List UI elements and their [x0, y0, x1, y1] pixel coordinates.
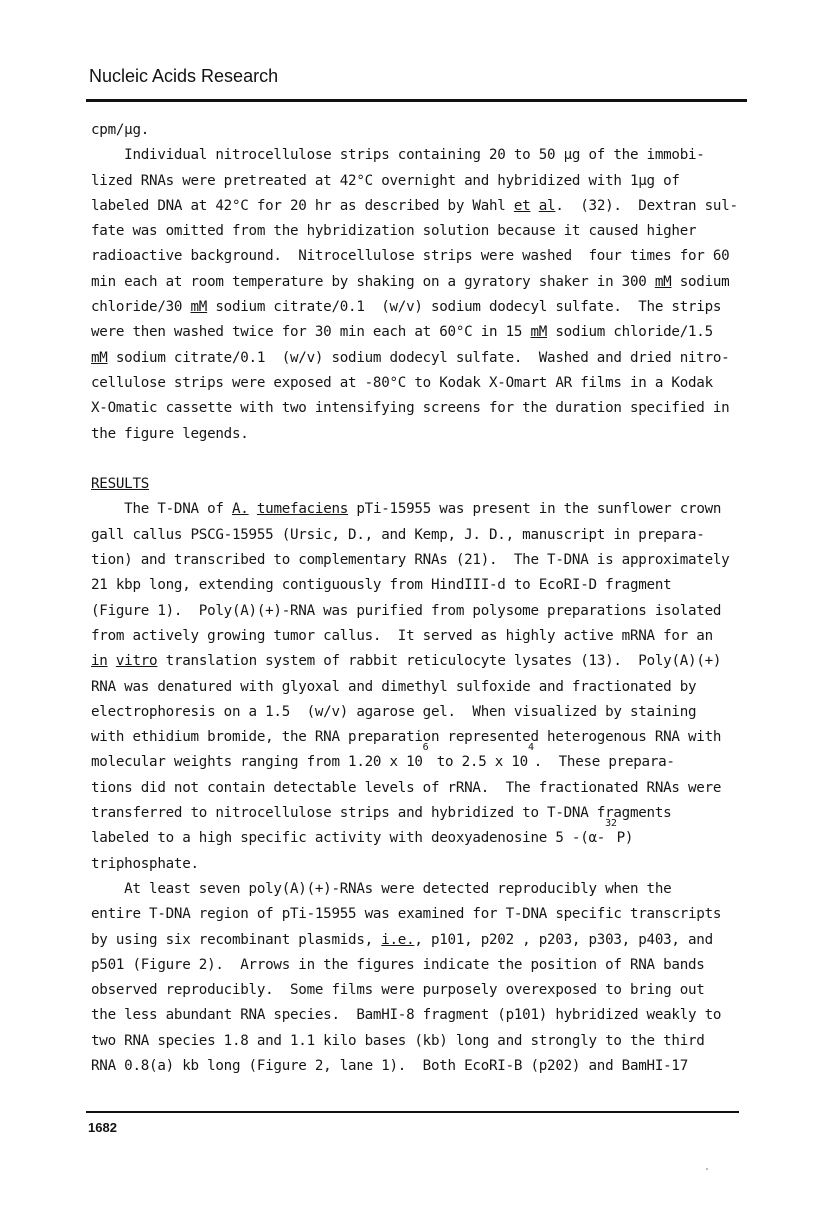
text-line: molecular weights ranging from 1.20 x $10^6$ to 2.5 x $10^4$. These prepara-	[91, 742, 675, 771]
text-line: min each at room temperature by shaking on a gyratory shaker in 300 mM sodium	[91, 273, 730, 290]
text-line: transferred to nitrocellulose strips and hybridized to T-DNA fragments	[91, 805, 672, 822]
isotope-superscript: 32	[605, 818, 617, 830]
text-line: entire T-DNA region of pTi-15955 was examined for T-DNA specific transcripts	[91, 906, 722, 923]
citation-et: et	[513, 197, 531, 214]
text-line: At least seven poly(A)(+)-RNAs were detected reproducibly when the	[91, 880, 672, 897]
text-line: fate was omitted from the hybridization solution because it caused higher	[91, 223, 697, 240]
text-line: were then washed twice for 30 min each at 60°C in 15 mM sodium chloride/1.5	[91, 324, 713, 341]
text-line: radioactive background. Nitrocellulose strips were washed four times for 60	[91, 248, 730, 265]
page-number: 1682	[88, 1120, 117, 1135]
text-line: labeled to a high specific activity with deoxyadenosine 5 -(α-$^{32}$P)	[91, 818, 634, 847]
text-line: RNA was denatured with glyoxal and dimethyl sulfoxide and fractionated by	[91, 678, 697, 695]
text-line: the figure legends.	[91, 425, 249, 442]
text-line: (Figure 1). Poly(A)(+)-RNA was purified from polysome preparations isolated	[91, 602, 722, 619]
text-line: tion) and transcribed to complementary RNAs (21). The T-DNA is approximately	[91, 552, 730, 569]
text-line: tions did not contain detectable levels of rRNA. The fractionated RNAs were	[91, 779, 722, 796]
text-line: labeled DNA at 42°C for 20 hr as described by Wahl et al. (32). Dextran sul-	[91, 197, 738, 214]
unit-mm: mM	[530, 324, 548, 341]
text-line: triphosphate.	[91, 855, 199, 872]
section-heading: RESULTS	[91, 476, 150, 493]
text-line: electrophoresis on a 1.5 (w/v) agarose gel. When visualized by staining	[91, 703, 697, 720]
exponent: 4	[527, 742, 534, 754]
species-name: tumefaciens	[256, 501, 349, 518]
text-line: chloride/30 mM sodium citrate/0.1 (w/v) sodium dodecyl sulfate. The strips	[91, 299, 722, 316]
text-line: gall callus PSCG-15955 (Ursic, D., and Kemp, J. D., manuscript in prepara-	[91, 526, 705, 543]
text-line: RNA 0.8(a) kb long (Figure 2, lane 1). Both EcoRI-B (p202) and BamHI-17	[91, 1057, 688, 1074]
text-line: p501 (Figure 2). Arrows in the figures indicate the position of RNA bands	[91, 956, 705, 973]
section-gap	[91, 447, 746, 472]
footer-rule	[86, 1111, 739, 1113]
text-line: The T-DNA of A. tumefaciens pTi-15955 was present in the sunflower crown	[91, 501, 722, 518]
journal-title: Nucleic Acids Research	[89, 66, 279, 86]
text-line: two RNA species 1.8 and 1.1 kilo bases (kb) long and strongly to the third	[91, 1032, 705, 1049]
text-line: 21 kbp long, extending contiguously from HindIII-d to EcoRI-D fragment	[91, 577, 672, 594]
text-line: observed reproducibly. Some films were purposely overexposed to bring out	[91, 982, 705, 999]
term-in: in	[91, 653, 108, 670]
text-line: by using six recombinant plasmids, i.e., p101, p202 , p203, p303, p403, and	[91, 931, 713, 948]
abbrev-ie: i.e.	[381, 931, 415, 948]
text-line: from actively growing tumor callus. It served as highly active mRNA for an	[91, 627, 713, 644]
unit-mm: mM	[91, 349, 108, 366]
unit-mm: mM	[654, 273, 672, 290]
scan-speck	[706, 1168, 708, 1170]
text-line: X-Omatic cassette with two intensifying screens for the duration specified in	[91, 400, 730, 417]
text-line: in vitro translation system of rabbit reticulocyte lysates (13). Poly(A)(+)	[91, 653, 722, 670]
text-line: Individual nitrocellulose strips containing 20 to 50 µg of the immobi-	[91, 147, 705, 164]
text-line: with ethidium bromide, the RNA preparation represented heterogenous RNA with	[91, 729, 722, 746]
species-genus: A.	[231, 501, 249, 518]
text-line: cellulose strips were exposed at -80°C to Kodak X-Omart AR films in a Kodak	[91, 374, 713, 391]
text-line: the less abundant RNA species. BamHI-8 fragment (p101) hybridized weakly to	[91, 1007, 722, 1024]
body-text	[91, 118, 746, 1079]
text-line: cpm/µg.	[91, 122, 150, 138]
exponent: 6	[422, 742, 429, 754]
text-line: lized RNAs were pretreated at 42°C overnight and hybridized with 1µg of	[91, 172, 680, 189]
text-line: mM sodium citrate/0.1 (w/v) sodium dodecyl sulfate. Washed and dried nitro-	[91, 349, 730, 366]
header-rule	[86, 99, 747, 102]
unit-mm: mM	[190, 299, 208, 316]
term-vitro: vitro	[115, 653, 158, 670]
citation-al: al	[538, 197, 556, 214]
